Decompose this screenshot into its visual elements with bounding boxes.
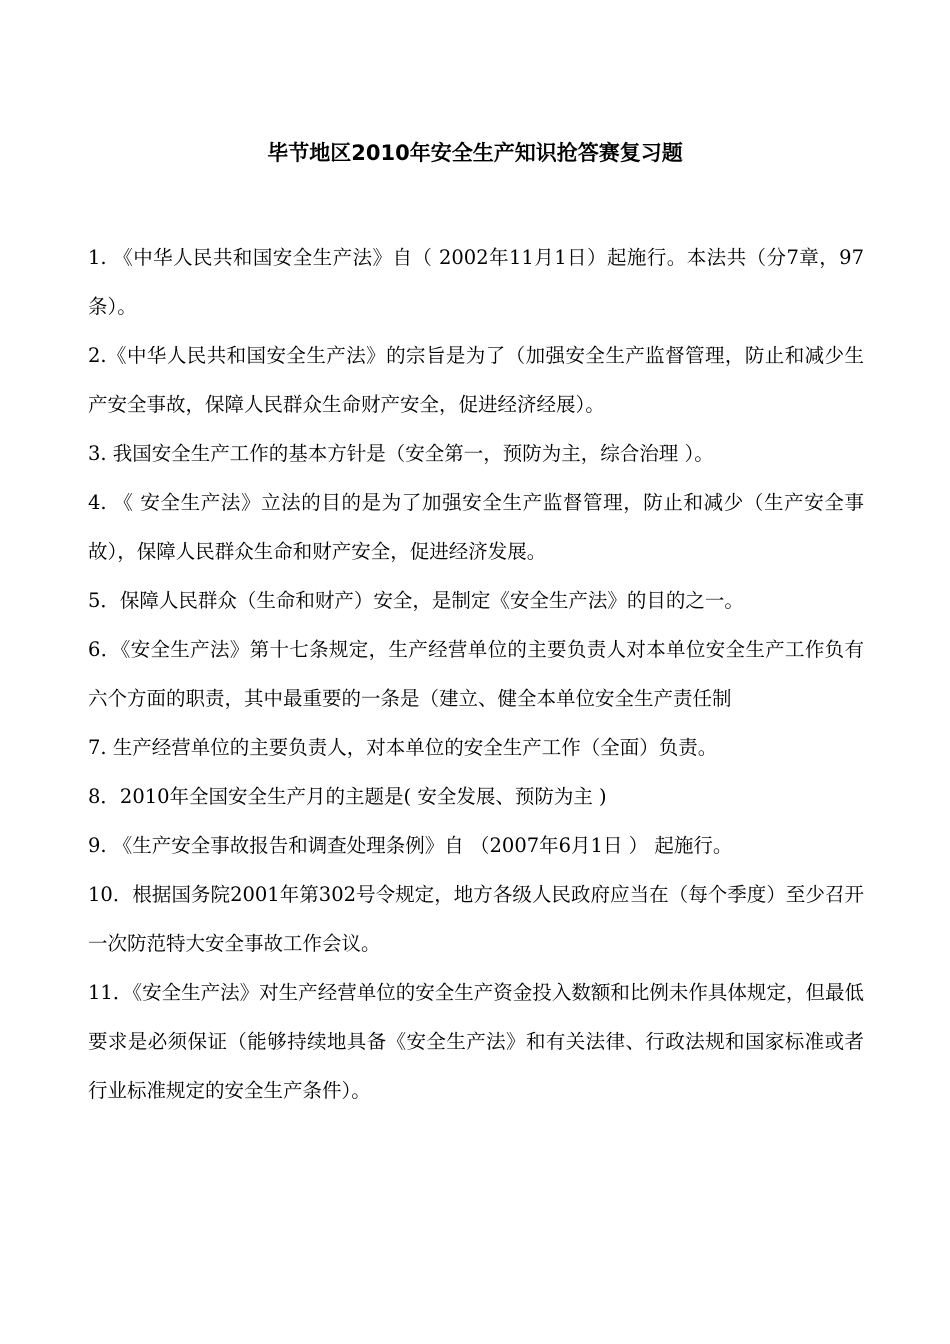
question-8: 8．2010年全国安全生产月的主题是( 安全发展、预防为主 ) bbox=[88, 785, 607, 808]
question-2: 2.《中华人民共和国安全生产法》的宗旨是为了（加强安全生产监督管理，防止和减少生产安全事故，保障人民群众生命财产安全，促进经济经展）。 bbox=[88, 344, 864, 416]
document-title: 毕节地区2010年安全生产知识抢答赛复习题 bbox=[267, 141, 683, 165]
question-11: 11．《安全生产法》对生产经营单位的安全生产资金投入数额和比例未作具体规定，但最低要求是必须保证（能够持续地具备《安全生产法》和有关法律、行政法规和国家标准或者行业标准规定的安全生产条件）。 bbox=[88, 981, 864, 1102]
question-3: 3. 我国安全生产工作的基本方针是（安全第一，预防为主，综合治理 ）。 bbox=[88, 442, 714, 465]
question-10: 10．根据国务院2001年第302号令规定，地方各级人民政府应当在（每个季度）至少召开一次防范特大安全事故工作会议。 bbox=[88, 883, 864, 955]
question-list bbox=[88, 233, 864, 1115]
question-4: 4. 《 安全生产法》立法的目的是为了加强安全生产监督管理，防止和减少（生产安全事故），保障人民群众生命和财产安全，促进经济发展。 bbox=[88, 491, 864, 563]
question-9: 9. 《生产安全事故报告和调查处理条例》自 （2007年6月1日 ） 起施行。 bbox=[88, 834, 733, 857]
question-5: 5．保障人民群众（生命和财产）安全，是制定《安全生产法》的目的之一。 bbox=[88, 589, 744, 612]
question-6: 6．《安全生产法》第十七条规定，生产经营单位的主要负责人对本单位安全生产工作负有六个方面的职责，其中最重要的一条是（建立、健全本单位安全生产责任制 bbox=[88, 638, 864, 710]
question-7: 7. 生产经营单位的主要负责人，对本单位的安全生产工作（全面）负责。 bbox=[88, 736, 718, 759]
question-1: 1. 《中华人民共和国安全生产法》自（ 2002年11月1日）起施行。本法共（分7章，97条）。 bbox=[88, 246, 864, 318]
